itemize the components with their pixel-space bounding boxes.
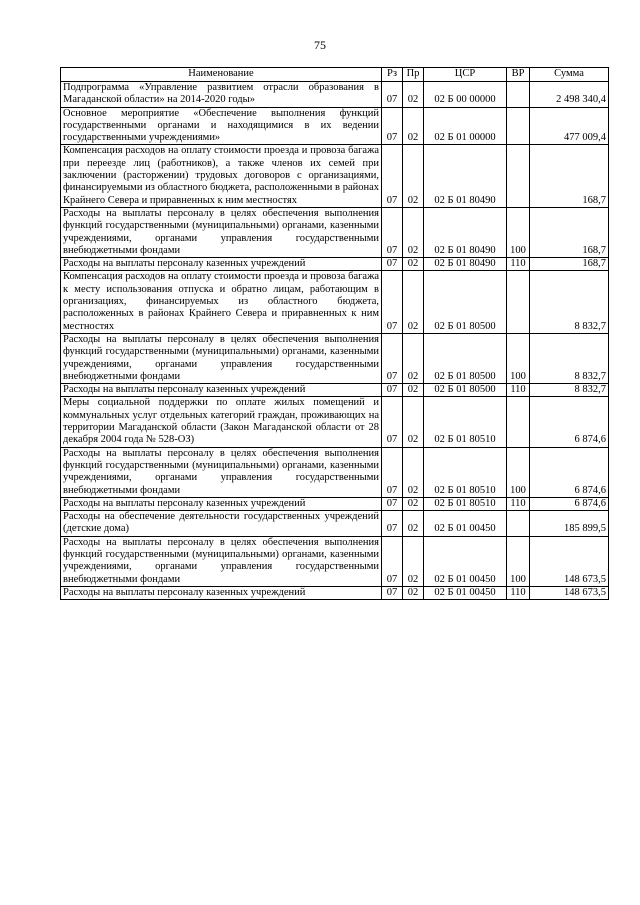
row-rz: 07: [382, 586, 403, 599]
row-sum: 168,7: [530, 145, 609, 207]
row-pr: 02: [403, 586, 424, 599]
row-sum: 477 009,4: [530, 107, 609, 145]
row-sum: 168,7: [530, 258, 609, 271]
row-csr: 02 Б 01 80490: [424, 145, 507, 207]
row-csr: 02 Б 01 80500: [424, 271, 507, 333]
row-vr: 110: [507, 258, 530, 271]
row-rz: 07: [382, 536, 403, 586]
row-csr: 02 Б 01 80500: [424, 384, 507, 397]
row-rz: 07: [382, 497, 403, 510]
row-name: Расходы на выплаты персоналу казенных учреждений: [61, 258, 382, 271]
header-rz: Рз: [382, 68, 403, 82]
row-vr: 110: [507, 586, 530, 599]
table-row: [61, 497, 609, 510]
row-rz: 07: [382, 397, 403, 447]
row-sum: 6 874,6: [530, 497, 609, 510]
header-csr: ЦСР: [424, 68, 507, 82]
row-name: Расходы на выплаты персоналу в целях обеспечения выполнения функций государственными (муниципальными) органами, казенными учреждениями, органами управления государственными внебюджетными фондами: [61, 536, 382, 586]
row-csr: 02 Б 01 80490: [424, 258, 507, 271]
header-vr: ВР: [507, 68, 530, 82]
budget-table: [60, 67, 609, 600]
table-row: [61, 536, 609, 586]
row-name: Расходы на выплаты персоналу казенных учреждений: [61, 586, 382, 599]
row-vr: 110: [507, 497, 530, 510]
row-vr: [507, 107, 530, 145]
row-rz: 07: [382, 107, 403, 145]
row-vr: 110: [507, 384, 530, 397]
row-sum: 6 874,6: [530, 447, 609, 497]
row-rz: 07: [382, 333, 403, 383]
row-csr: 02 Б 01 80510: [424, 497, 507, 510]
row-pr: 02: [403, 384, 424, 397]
table-row: [61, 511, 609, 537]
table-row: [61, 107, 609, 145]
row-vr: [507, 82, 530, 108]
row-name: Компенсация расходов на оплату стоимости проезда и провоза багажа к месту использования отпуска и обратно лицам, работающим в организациях, финансируемых из областного бюджета, расположенных в районах Крайнего Севера и приравненных к ним местностях: [61, 271, 382, 333]
row-sum: 185 899,5: [530, 511, 609, 537]
row-sum: 8 832,7: [530, 333, 609, 383]
row-name: Подпрограмма «Управление развитием отрасли образования в Магаданской области» на 2014-2020 годы»: [61, 82, 382, 108]
row-pr: 02: [403, 207, 424, 257]
row-rz: 07: [382, 258, 403, 271]
header-sum: Сумма: [530, 68, 609, 82]
row-name: Расходы на выплаты персоналу в целях обеспечения выполнения функций государственными (муниципальными) органами, казенными учреждениями, органами управления государственными внебюджетными фондами: [61, 207, 382, 257]
header-name: Наименование: [61, 68, 382, 82]
row-pr: 02: [403, 536, 424, 586]
row-sum: 6 874,6: [530, 397, 609, 447]
row-csr: 02 Б 01 00450: [424, 511, 507, 537]
row-name: Меры социальной поддержки по оплате жилых помещений и коммунальных услуг отдельных категорий граждан, проживающих на территории Магаданской области (Закон Магаданской области от 28 декабря 2004 года № 528-ОЗ): [61, 397, 382, 447]
table-row: [61, 333, 609, 383]
row-name: Расходы на выплаты персоналу казенных учреждений: [61, 497, 382, 510]
row-pr: 02: [403, 397, 424, 447]
row-vr: [507, 397, 530, 447]
table-row: [61, 586, 609, 599]
row-pr: 02: [403, 145, 424, 207]
row-vr: 100: [507, 536, 530, 586]
row-csr: 02 Б 01 00450: [424, 536, 507, 586]
row-pr: 02: [403, 82, 424, 108]
row-rz: 07: [382, 511, 403, 537]
row-sum: 148 673,5: [530, 536, 609, 586]
row-csr: 02 Б 01 80490: [424, 207, 507, 257]
row-name: Расходы на выплаты персоналу в целях обеспечения выполнения функций государственными (муниципальными) органами, казенными учреждениями, органами управления государственными внебюджетными фондами: [61, 447, 382, 497]
table-row: [61, 447, 609, 497]
table-row: [61, 397, 609, 447]
table-row: [61, 82, 609, 108]
row-rz: 07: [382, 207, 403, 257]
row-rz: 07: [382, 145, 403, 207]
row-sum: 8 832,7: [530, 384, 609, 397]
row-sum: 168,7: [530, 207, 609, 257]
table-row: [61, 258, 609, 271]
row-csr: 02 Б 01 00000: [424, 107, 507, 145]
row-pr: 02: [403, 333, 424, 383]
row-vr: [507, 511, 530, 537]
row-rz: 07: [382, 447, 403, 497]
table-row: [61, 271, 609, 333]
row-pr: 02: [403, 447, 424, 497]
row-name: Расходы на обеспечение деятельности государственных учреждений (детские дома): [61, 511, 382, 537]
table-row: [61, 384, 609, 397]
row-vr: 100: [507, 207, 530, 257]
row-rz: 07: [382, 82, 403, 108]
row-pr: 02: [403, 497, 424, 510]
row-sum: 148 673,5: [530, 586, 609, 599]
row-vr: [507, 145, 530, 207]
row-csr: 02 Б 00 00000: [424, 82, 507, 108]
row-csr: 02 Б 01 00450: [424, 586, 507, 599]
row-name: Основное мероприятие «Обеспечение выполнения функций государственными органами и находящимися в их ведении государственными учреждениями»: [61, 107, 382, 145]
page-number: 75: [314, 38, 326, 52]
table-row: [61, 207, 609, 257]
table-body: [61, 82, 609, 600]
row-rz: 07: [382, 271, 403, 333]
header-pr: Пр: [403, 68, 424, 82]
row-pr: 02: [403, 511, 424, 537]
row-pr: 02: [403, 258, 424, 271]
row-name: Компенсация расходов на оплату стоимости проезда и провоза багажа при переезде лиц (работников), а также членов их семей при заключении (расторжении) трудовых договоров с организациями, финансируемыми из областного бюджета, расположенными в районах Крайнего Севера и приравненных к ним местностях: [61, 145, 382, 207]
row-pr: 02: [403, 107, 424, 145]
row-name: Расходы на выплаты персоналу казенных учреждений: [61, 384, 382, 397]
row-pr: 02: [403, 271, 424, 333]
row-csr: 02 Б 01 80500: [424, 333, 507, 383]
row-vr: [507, 271, 530, 333]
row-rz: 07: [382, 384, 403, 397]
row-csr: 02 Б 01 80510: [424, 447, 507, 497]
header-row: [61, 68, 609, 82]
table-row: [61, 145, 609, 207]
row-csr: 02 Б 01 80510: [424, 397, 507, 447]
row-sum: 8 832,7: [530, 271, 609, 333]
row-vr: 100: [507, 333, 530, 383]
row-name: Расходы на выплаты персоналу в целях обеспечения выполнения функций государственными (муниципальными) органами, казенными учреждениями, органами управления государственными внебюджетными фондами: [61, 333, 382, 383]
row-sum: 2 498 340,4: [530, 82, 609, 108]
row-vr: 100: [507, 447, 530, 497]
